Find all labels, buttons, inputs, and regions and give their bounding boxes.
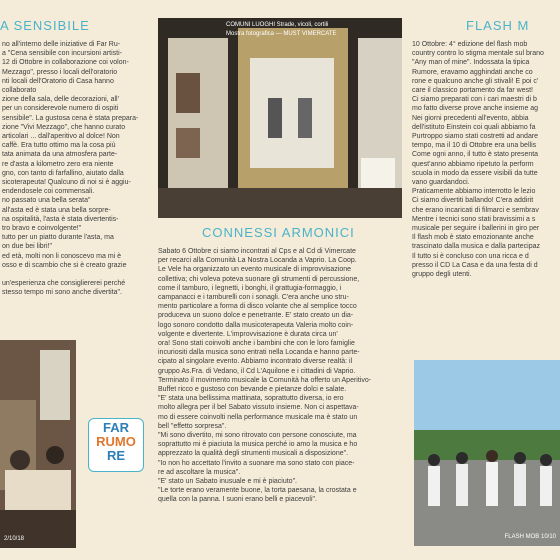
middle-column xyxy=(152,0,406,560)
logo-line-3: RE xyxy=(106,448,126,463)
left-article-text: no all'interno delle iniziative di Far Ru- a "Cena sensibile con incursioni artisti- 12 di Ottobre in collaborazione coi volon- Mezzago", presso i locali dell'oratorio nti locali dell'Oratorio di Casa hanno collaborato zione della sala, delle decorazioni, all' per un considerevole numero di ospiti sensibile". La gustosa cena è stata prepara- zione "Vivi Mezzago", che hanno curato articolari ... dall'aperitivo al dolce! Non caffè. Era tutto ottimo ma la cosa più tata animata da una atmosfera parte- re d'asta a kilometro zero era niente gno, con tanto di farfallino, aiutato dalla sicoterapeuta! Qualcuno di noi si è aggiu- endendosele coi commensali. no passato una bella serata" all'asta ed è stata una bella sorpre- na ospitalità, l'asta è stata divertentis- tro bravo e coinvolgente!" tutto per un piatto durante l'asta, ma on due bei libri!" ed età, molti non li conoscevo ma mi è osso e di scambio che si è creato grazie un'esperienza che consigliererei perché stesso tempo mi sono anche divertita". xyxy=(2,41,139,297)
right-photo-caption: FLASH MOB 10/10 xyxy=(504,534,556,540)
exhibition-photo xyxy=(158,18,402,218)
right-article-text: 10 Ottobre: 4° edizione del flash mob country contro lo stigma mentale sul brano "Any man of mine". Indossata la tipica Rumore, eravamo agghindati anche co rone e qualcuno anche gli stivali! E poi c' care il classico portamento da far west! Ci siamo preparati con i cari maestri di b mo fatto diverse prove anche insieme ag Nei giorni precedenti all'evento, abbia dell'istituto Einstein coi quali abbiamo fa Purtroppo siamo stati costretti ad andare tempo, ma il 10 di Ottobre era una bellis Come ogni anno, il tutto è stato presenta quest'anno abbiamo ripetuto la perform scuola in modo da essere visibili da tutte vano guardandoci. Praticamente abbiamo interrotto le lezio Ci siamo divertiti ballando! C'era addirit che erano incaricati di filmarci e sembrav Mentre i tecnici sono stati bravissimi a s musicale per seguire i ballerini in giro per Il flash mob è stato emozionante anche trascinato dalla musica e dalla partecipaz Il tutto si è concluso con una ricca e d presso il CD La Casa e da una festa di d gruppo degli utenti. xyxy=(412,41,544,279)
dinner-scene-image xyxy=(0,340,76,548)
left-column xyxy=(0,0,148,560)
middle-heading: CONNESSI ARMONICI xyxy=(202,225,355,240)
flash-mob-photo xyxy=(414,360,560,546)
photo-caption-line-1: COMUNI LUOGHI Strade, vicoli, cortili xyxy=(226,22,329,28)
right-column xyxy=(410,0,560,560)
middle-article-text: Sabato 6 Ottobre ci siamo incontrati al Cps e al Cd di Vimercate per recarci alla Comunità La Nostra Locanda a Vaprio. La Coop. Le Vele ha organizzato un evento musicale di improvvisazione collettiva; chi voleva poteva suonare gli strumenti di percussione, come il tamburo, i legnetti, i bonghi, il grattugia-formaggio, i campanacci e i tamburelli con i sonagli. C'era anche uno stru- mento particolare a forma di disco volante che al semplice tocco produceva un suono dolce e penetrante. E' stato creato un dia- logo sonoro condotto dalla musicoterapeuta Valeria molto coin- volgente e divertente. L'improvvisazione è durata circa un' ora! Sono stati coinvolti anche i bambini che con le loro famiglie incuriositi dalla musica sono entrati nella Locanda e hanno parte- cipato al singolare evento. Abbiamo incontrato diverse realtà: il gruppo As.Fra. di Vedano, il Cd L'Aquilone e i cittadini di Vaprio. Terminato il movimento musicale la Comunità ha offerto un Aperitivo- Buffet ricco e gustoso con bevande e pietanze dolci e salate. "E' stata una bellissima mattinata, soprattutto diversa, io ero molto allegra per il bel Sabato vissuto insieme. Non ci aspettava- mo di essere coinvolti nella performance musicale ma è stato un bell "effetto sorpresa". "Mi sono divertito, mi sono ritrovato con persone conosciute, ma soprattutto mi è piaciuta la musica perché io amo la musica e ho apprezzato la qualità degli strumenti musicali a disposizione". "Io non ho accettato l'invito a suonare ma sono stato con piace- re ad ascoltare la musica". "E' stato un Sabato inusuale e mi è piaciuto". "Le torte erano veramente buone, la torta paesana, la crostata e quella con la panna. I suoni erano belli e piacevoli". xyxy=(158,248,372,504)
left-event-photo xyxy=(0,340,76,548)
flash-mob-image xyxy=(414,360,560,546)
logo-line-1: FAR xyxy=(103,420,129,435)
logo-line-2: RUMO xyxy=(96,434,136,449)
exhibition-room-image xyxy=(158,18,402,218)
right-heading: FLASH M xyxy=(466,18,530,33)
left-heading: A SENSIBILE xyxy=(0,18,90,33)
left-photo-date: 2/10/18 xyxy=(4,536,25,542)
photo-caption-line-2: Mostra fotografica — MUST VIMERCATE xyxy=(226,31,337,37)
far-rumore-logo xyxy=(88,418,144,472)
